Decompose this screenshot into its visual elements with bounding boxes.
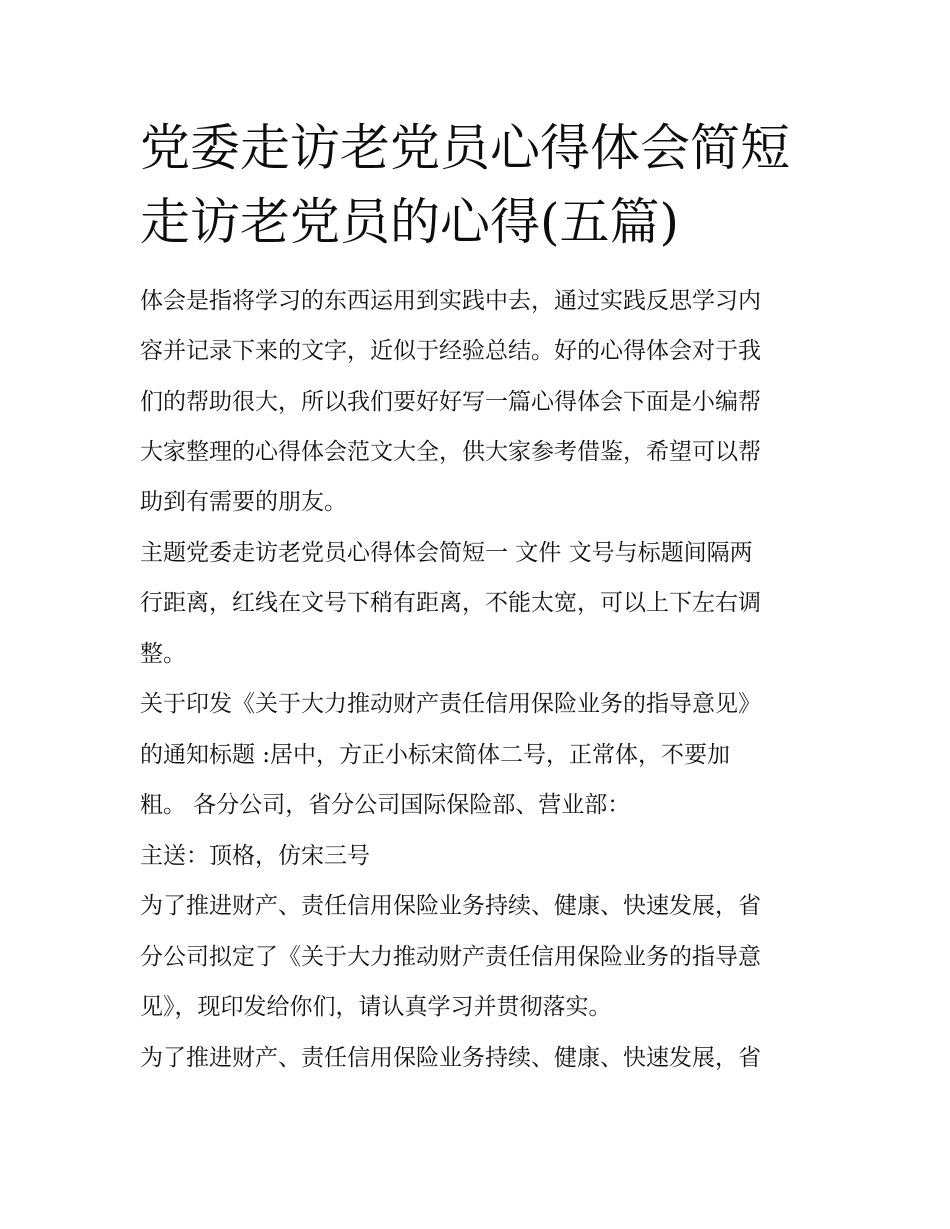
body-line-2: 容并记录下来的文字，近似于经验总结。好的心得体会对于我 — [140, 338, 761, 364]
body-line-6: 主题党委走访老党员心得体会简短一 文件 文号与标题间隔两 — [140, 540, 753, 566]
document-title-line-2: 走访老党员的心得(五篇) — [140, 193, 680, 251]
body-line-8: 整。 — [140, 641, 186, 667]
body-line-14: 分公司拟定了《关于大力推动财产责任信用保险业务的指导意 — [140, 944, 761, 970]
body-line-15: 见》，现印发给你们，请认真学习并贯彻落实。 — [140, 994, 612, 1020]
body-line-4: 大家整理的心得体会范文大全，供大家参考借鉴，希望可以帮 — [140, 439, 761, 465]
body-line-9: 关于印发《关于大力推动财产责任信用保险业务的指导意见》 — [140, 691, 761, 717]
body-line-1: 体会是指将学习的东西运用到实践中去，通过实践反思学习内 — [140, 288, 761, 314]
document-title-line-1: 党委走访老党员心得体会简短 — [140, 119, 790, 177]
body-line-10: 的通知标题 :居中，方正小标宋简体二号，正常体，不要加 — [140, 742, 731, 768]
body-line-11: 粗。 各分公司，省分公司国际保险部、营业部： — [140, 792, 631, 818]
body-line-12: 主送：顶格，仿宋三号 — [140, 843, 370, 869]
body-line-3: 们的帮助很大，所以我们要好好写一篇心得体会下面是小编帮 — [140, 389, 761, 415]
body-line-7: 行距离，红线在文号下稍有距离，不能太宽，可以上下左右调 — [140, 590, 761, 616]
body-line-13: 为了推进财产、责任信用保险业务持续、健康、快速发展，省 — [140, 893, 761, 919]
body-line-5: 助到有需要的朋友。 — [140, 489, 347, 515]
body-line-16: 为了推进财产、责任信用保险业务持续、健康、快速发展，省 — [140, 1045, 761, 1071]
